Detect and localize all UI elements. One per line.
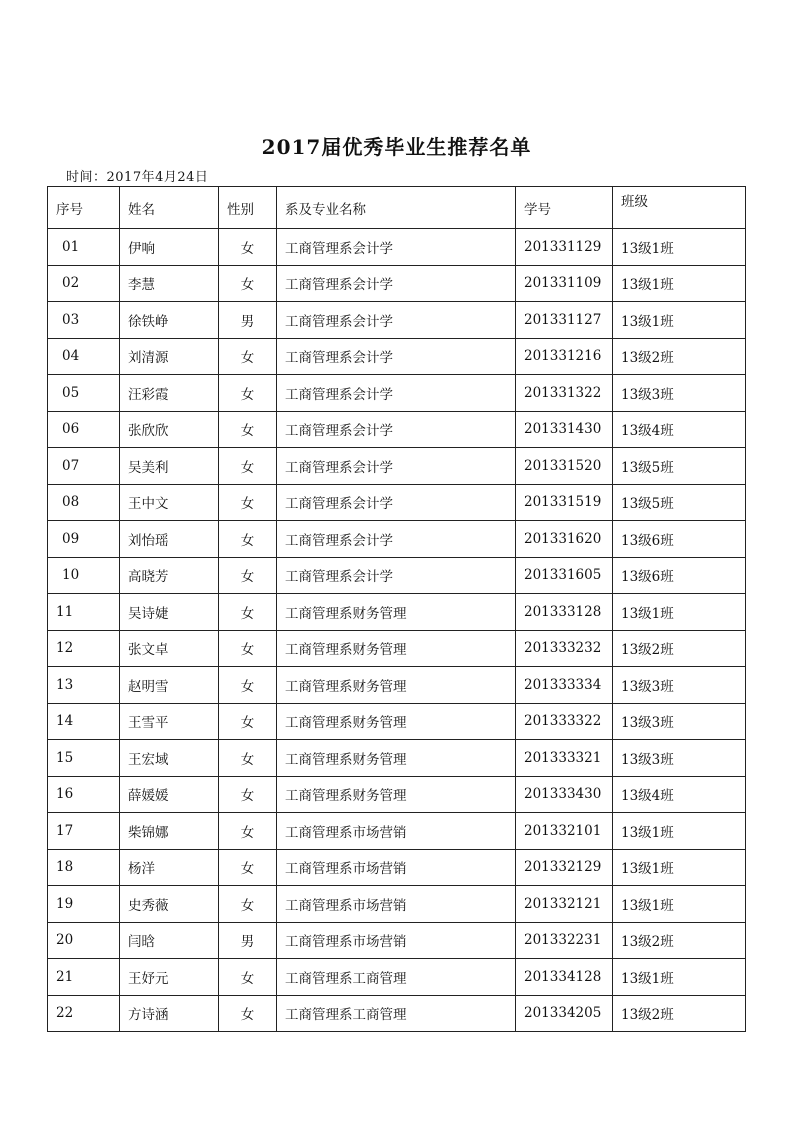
cell-class: 13级1班: [613, 594, 746, 631]
cell-student-id: 201333322: [516, 703, 613, 740]
cell-name: 刘清源: [120, 338, 219, 375]
table-body: [48, 229, 746, 1032]
cell-class: 13级1班: [613, 229, 746, 266]
table-row: [48, 703, 746, 740]
table-row: [48, 740, 746, 777]
cell-gender: 女: [219, 703, 277, 740]
cell-class: 13级6班: [613, 521, 746, 558]
cell-name: 张欣欣: [120, 411, 219, 448]
cell-class: 13级3班: [613, 375, 746, 412]
cell-seq: 04: [48, 338, 120, 375]
cell-dept: 工商管理系会计学: [277, 557, 516, 594]
table-row: [48, 265, 746, 302]
cell-class: 13级2班: [613, 630, 746, 667]
table-row: [48, 448, 746, 485]
cell-seq: 20: [48, 922, 120, 959]
cell-name: 王中文: [120, 484, 219, 521]
table-row: [48, 813, 746, 850]
cell-seq: 10: [48, 557, 120, 594]
cell-dept: 工商管理系财务管理: [277, 594, 516, 631]
cell-name: 徐铁峥: [120, 302, 219, 339]
cell-name: 闫晗: [120, 922, 219, 959]
cell-name: 刘怡瑶: [120, 521, 219, 558]
cell-name: 赵明雪: [120, 667, 219, 704]
cell-dept: 工商管理系会计学: [277, 229, 516, 266]
cell-class: 13级1班: [613, 959, 746, 996]
cell-student-id: 201332121: [516, 886, 613, 923]
table-row: [48, 630, 746, 667]
recommendation-table: [47, 186, 746, 1032]
cell-student-id: 201331109: [516, 265, 613, 302]
cell-name: 吴诗婕: [120, 594, 219, 631]
cell-name: 方诗涵: [120, 995, 219, 1032]
cell-student-id: 201331520: [516, 448, 613, 485]
cell-student-id: 201334128: [516, 959, 613, 996]
cell-dept: 工商管理系市场营销: [277, 849, 516, 886]
cell-gender: 女: [219, 594, 277, 631]
cell-name: 张文卓: [120, 630, 219, 667]
cell-seq: 17: [48, 813, 120, 850]
cell-dept: 工商管理系工商管理: [277, 959, 516, 996]
table-row: [48, 229, 746, 266]
table-row: [48, 995, 746, 1032]
cell-name: 柴锦娜: [120, 813, 219, 850]
cell-gender: 女: [219, 776, 277, 813]
cell-name: 李慧: [120, 265, 219, 302]
table-row: [48, 594, 746, 631]
cell-seq: 09: [48, 521, 120, 558]
cell-seq: 13: [48, 667, 120, 704]
cell-seq: 15: [48, 740, 120, 777]
cell-seq: 19: [48, 886, 120, 923]
cell-class: 13级2班: [613, 995, 746, 1032]
cell-dept: 工商管理系工商管理: [277, 995, 516, 1032]
cell-student-id: 201331127: [516, 302, 613, 339]
cell-gender: 女: [219, 849, 277, 886]
cell-dept: 工商管理系会计学: [277, 411, 516, 448]
cell-dept: 工商管理系财务管理: [277, 667, 516, 704]
cell-class: 13级5班: [613, 484, 746, 521]
cell-gender: 女: [219, 338, 277, 375]
cell-seq: 22: [48, 995, 120, 1032]
cell-class: 13级4班: [613, 776, 746, 813]
cell-seq: 07: [48, 448, 120, 485]
cell-gender: 女: [219, 448, 277, 485]
header-name: 姓名: [120, 187, 219, 229]
table-header-row: [48, 187, 746, 229]
cell-seq: 08: [48, 484, 120, 521]
cell-gender: 男: [219, 922, 277, 959]
cell-class: 13级1班: [613, 265, 746, 302]
cell-student-id: 201333128: [516, 594, 613, 631]
cell-gender: 女: [219, 229, 277, 266]
cell-student-id: 201331322: [516, 375, 613, 412]
cell-class: 13级3班: [613, 740, 746, 777]
cell-seq: 03: [48, 302, 120, 339]
cell-gender: 女: [219, 667, 277, 704]
cell-gender: 女: [219, 265, 277, 302]
cell-name: 史秀薇: [120, 886, 219, 923]
cell-class: 13级3班: [613, 667, 746, 704]
cell-name: 高晓芳: [120, 557, 219, 594]
cell-gender: 男: [219, 302, 277, 339]
cell-class: 13级2班: [613, 338, 746, 375]
table-row: [48, 411, 746, 448]
cell-dept: 工商管理系会计学: [277, 375, 516, 412]
cell-seq: 05: [48, 375, 120, 412]
cell-dept: 工商管理系市场营销: [277, 886, 516, 923]
cell-gender: 女: [219, 959, 277, 996]
table-row: [48, 521, 746, 558]
table-row: [48, 849, 746, 886]
cell-student-id: 201331605: [516, 557, 613, 594]
cell-dept: 工商管理系市场营销: [277, 813, 516, 850]
cell-dept: 工商管理系财务管理: [277, 740, 516, 777]
cell-class: 13级1班: [613, 886, 746, 923]
cell-class: 13级1班: [613, 813, 746, 850]
cell-seq: 11: [48, 594, 120, 631]
cell-name: 王妤元: [120, 959, 219, 996]
cell-seq: 06: [48, 411, 120, 448]
cell-student-id: 201331430: [516, 411, 613, 448]
cell-dept: 工商管理系会计学: [277, 338, 516, 375]
cell-name: 汪彩霞: [120, 375, 219, 412]
cell-gender: 女: [219, 521, 277, 558]
cell-dept: 工商管理系会计学: [277, 484, 516, 521]
cell-dept: 工商管理系会计学: [277, 302, 516, 339]
cell-class: 13级4班: [613, 411, 746, 448]
cell-seq: 21: [48, 959, 120, 996]
cell-name: 王雪平: [120, 703, 219, 740]
table-row: [48, 557, 746, 594]
cell-seq: 14: [48, 703, 120, 740]
cell-class: 13级1班: [613, 849, 746, 886]
table-row: [48, 667, 746, 704]
table-row: [48, 776, 746, 813]
cell-dept: 工商管理系市场营销: [277, 922, 516, 959]
header-seq: 序号: [48, 187, 120, 229]
cell-name: 王宏域: [120, 740, 219, 777]
cell-student-id: 201331519: [516, 484, 613, 521]
cell-student-id: 201331620: [516, 521, 613, 558]
cell-student-id: 201334205: [516, 995, 613, 1032]
cell-student-id: 201333334: [516, 667, 613, 704]
cell-name: 杨洋: [120, 849, 219, 886]
cell-student-id: 201331216: [516, 338, 613, 375]
cell-student-id: 201332129: [516, 849, 613, 886]
cell-dept: 工商管理系会计学: [277, 265, 516, 302]
cell-seq: 16: [48, 776, 120, 813]
cell-class: 13级2班: [613, 922, 746, 959]
cell-gender: 女: [219, 740, 277, 777]
table-row: [48, 886, 746, 923]
cell-name: 薛媛媛: [120, 776, 219, 813]
cell-student-id: 201333232: [516, 630, 613, 667]
cell-name: 伊响: [120, 229, 219, 266]
cell-gender: 女: [219, 484, 277, 521]
cell-class: 13级5班: [613, 448, 746, 485]
header-gender: 性别: [219, 187, 277, 229]
table-row: [48, 375, 746, 412]
cell-gender: 女: [219, 375, 277, 412]
cell-class: 13级6班: [613, 557, 746, 594]
header-student-id: 学号: [516, 187, 613, 229]
cell-student-id: 201333430: [516, 776, 613, 813]
cell-seq: 18: [48, 849, 120, 886]
cell-dept: 工商管理系财务管理: [277, 630, 516, 667]
date-line: 时间：2017年4月24日: [66, 170, 209, 185]
cell-class: 13级1班: [613, 302, 746, 339]
table-row: [48, 338, 746, 375]
cell-gender: 女: [219, 886, 277, 923]
cell-gender: 女: [219, 557, 277, 594]
cell-dept: 工商管理系会计学: [277, 521, 516, 558]
document-title: 2017届优秀毕业生推荐名单: [261, 135, 532, 159]
cell-seq: 02: [48, 265, 120, 302]
cell-student-id: 201333321: [516, 740, 613, 777]
cell-dept: 工商管理系会计学: [277, 448, 516, 485]
cell-gender: 女: [219, 411, 277, 448]
table-row: [48, 302, 746, 339]
cell-seq: 01: [48, 229, 120, 266]
cell-student-id: 201332231: [516, 922, 613, 959]
cell-class: 13级3班: [613, 703, 746, 740]
cell-student-id: 201331129: [516, 229, 613, 266]
header-dept: 系及专业名称: [277, 187, 516, 229]
cell-gender: 女: [219, 630, 277, 667]
cell-name: 吴美利: [120, 448, 219, 485]
cell-student-id: 201332101: [516, 813, 613, 850]
table-row: [48, 959, 746, 996]
table-row: [48, 922, 746, 959]
cell-seq: 12: [48, 630, 120, 667]
cell-dept: 工商管理系财务管理: [277, 703, 516, 740]
header-class: 班级: [613, 187, 746, 229]
table-row: [48, 484, 746, 521]
cell-gender: 女: [219, 995, 277, 1032]
cell-gender: 女: [219, 813, 277, 850]
cell-dept: 工商管理系财务管理: [277, 776, 516, 813]
